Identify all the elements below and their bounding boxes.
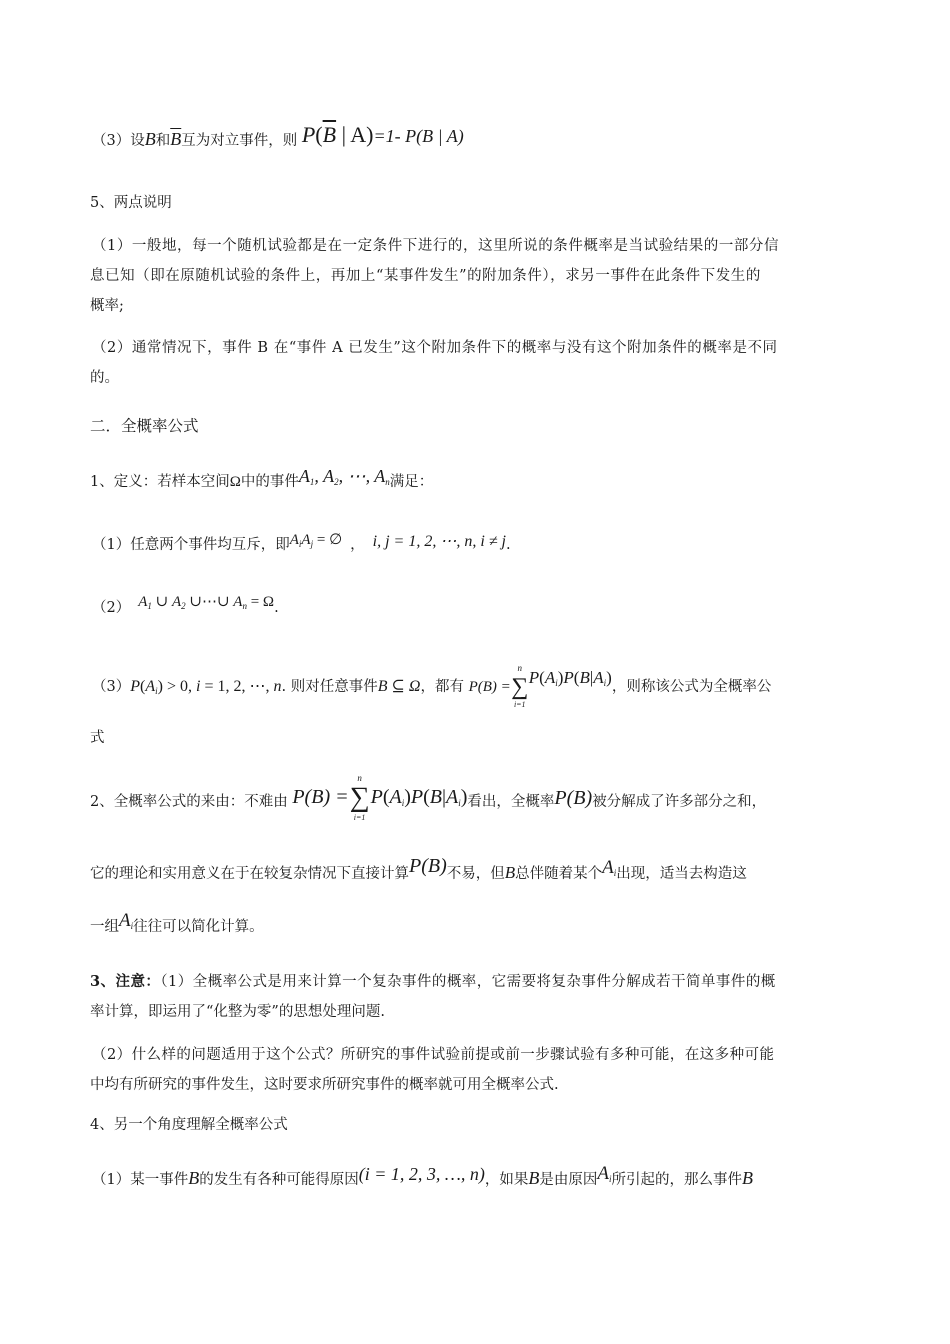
text-segment: （2） <box>92 600 131 616</box>
text-segment: （1）全概率公式是用来计算一个复杂事件的概率，它需要将复杂事件分解成若干简单事件的概 <box>160 974 776 990</box>
text-segment: 的发生有各种可能得原因 <box>199 1172 359 1188</box>
text-segment: ，如果 <box>484 1172 529 1188</box>
index-range-formula: i, j = 1, 2, ⋯, n, i ≠ j <box>372 533 506 550</box>
subscript: i <box>608 1174 612 1184</box>
text-segment: ， <box>350 537 365 553</box>
note-line <box>90 972 776 992</box>
event-b: B <box>144 129 156 149</box>
omega-symbol: Ω <box>229 474 241 490</box>
paragraph-line: 中均有所研究的事件发生，这时要求所研究事件的概率就可用全概率公式. <box>90 1077 559 1093</box>
formula-part: =1- P(B | A) <box>373 126 464 146</box>
text-segment: 互为对立事件，则 <box>181 133 298 149</box>
sum-lower-limit: i=1 <box>353 813 366 822</box>
subscript: n <box>242 601 247 611</box>
subscript: j <box>310 539 314 549</box>
subscript: 1 <box>147 601 152 611</box>
text-segment: 一组 <box>90 919 119 935</box>
union-formula: $A_1$ ∪ $A_2$ ∪⋯∪ $A_n = \Omega$ <box>138 594 275 611</box>
sum-lower-limit: i=1 <box>513 700 526 709</box>
text-segment: 中的事件 <box>240 474 299 490</box>
formula-part: A <box>602 857 614 878</box>
sigma-symbol: ∑ n i=1 <box>511 663 529 709</box>
event-b: B <box>528 1168 540 1188</box>
index-range-formula: (i = 1, 2, 3, …, n) <box>358 1164 485 1184</box>
event-ai <box>597 1163 611 1184</box>
pb-formula: P(B) <box>554 787 593 809</box>
sum-upper-limit: n <box>357 773 362 783</box>
text-segment: 看出，全概率 <box>467 794 555 810</box>
text-segment: （3） <box>92 679 131 695</box>
event-b: B <box>742 1168 753 1188</box>
paragraph-line <box>92 1163 753 1194</box>
paragraph-line: 式 <box>90 730 105 746</box>
text-segment: （1）任意两个事件均互斥，即 <box>92 537 290 553</box>
subscript: i <box>130 921 134 931</box>
subscript: i <box>603 678 607 688</box>
text-segment: ，都有 <box>420 679 464 695</box>
complement-formula: $P(\overline{B}$ | A)=1- P(B | A) <box>301 122 464 147</box>
text-segment: 被分解成了许多部分之和， <box>592 794 767 810</box>
condition-mutually-exclusive <box>92 532 511 559</box>
paragraph-line: 的。 <box>90 370 119 386</box>
subscript: i <box>298 539 302 549</box>
total-probability-formula: P(B) =∑ n i=1 $P(A_i)P(B|A_i)$ <box>292 773 468 822</box>
subscript: i <box>155 686 158 696</box>
formula-part: P(B) = <box>292 786 349 808</box>
sigma-symbol: ∑ n i=1 <box>349 773 370 822</box>
subsection-heading: 4、另一个角度理解全概率公式 <box>90 1117 288 1133</box>
positive-formula: $P(A_i) > 0$, i = 1, 2, ⋯, n <box>130 678 282 696</box>
formula-part: $\overline{B}$ <box>322 122 337 147</box>
total-probability-formula-small: P(B) =∑ n i=1 $P(A_i)P(B|A_i)$ <box>468 663 612 709</box>
event-ai <box>602 857 616 878</box>
disjoint-formula: $A_iA_j$ = ∅ <box>289 532 343 549</box>
note-label: 3、注意： <box>90 973 161 990</box>
text-segment: 它的理论和实用意义在于在较复杂情况下直接计算 <box>90 866 409 882</box>
formula-origin-line <box>90 773 767 822</box>
condition-union <box>92 594 279 622</box>
subscript: i <box>555 678 558 688</box>
paragraph-line <box>90 910 264 941</box>
text-segment: 是由原因 <box>539 1172 598 1188</box>
text-segment: 满足： <box>389 474 434 490</box>
subset-formula: B ⊆ Ω <box>377 678 421 695</box>
text-segment: 和 <box>155 133 171 149</box>
pb-formula: P(B) <box>409 855 447 877</box>
paragraph-line: 概率; <box>90 298 124 314</box>
subscript: i <box>613 868 617 878</box>
formula-part: A <box>597 1163 609 1184</box>
text-segment: 总伴随着某个 <box>515 866 603 882</box>
subscript: n <box>385 477 390 487</box>
subscript: i <box>401 798 405 808</box>
text-segment: ，则称该公式为全概率公 <box>611 679 772 695</box>
text-segment: . <box>506 537 511 553</box>
event-set: $A_1$, $A_2$, ⋯, $A_n$ <box>298 466 390 487</box>
paragraph-line: （2）什么样的问题适用于这个公式？所研究的事件试验前提或前一步骤试验有多种可能，在这多种可能 <box>92 1047 775 1063</box>
event-ai <box>119 910 133 931</box>
text-segment: . <box>274 600 279 616</box>
paragraph-line: （1）一般地，每一个随机试验都是在一定条件下进行的，这里所说的条件概率是当试验结果的一部分信 <box>92 238 780 254</box>
definition-line <box>90 466 434 496</box>
text-segment: 往往可以简化计算。 <box>133 919 264 935</box>
paragraph-line: 率计算，即运用了“化整为零”的思想处理问题. <box>90 1004 385 1020</box>
subscript: i <box>458 798 461 808</box>
subscript: 2 <box>334 477 339 487</box>
event-b: B <box>188 1168 200 1188</box>
subscript: 2 <box>181 601 186 611</box>
section-heading-total-probability: 二．全概率公式 <box>90 417 199 435</box>
text-segment: 2、全概率公式的来由：不难由 <box>90 794 288 810</box>
condition-positive-probability <box>92 663 772 709</box>
subscript: 1 <box>309 477 315 487</box>
text-segment: （3）设 <box>92 133 145 149</box>
text-segment: 出现，适当去构造这 <box>616 866 747 882</box>
sum-upper-limit: n <box>517 663 522 673</box>
text-segment: . 则对任意事件 <box>281 679 378 695</box>
event-b: B <box>504 863 516 882</box>
paragraph-line: 息已知（即在原随机试验的条件上，再加上“某事件发生”的附加条件），求另一事件在此条件下发生的 <box>90 268 761 284</box>
paragraph-line: （2）通常情况下，事件 B 在“事件 A 已发生”这个附加条件下的概率与没有这个附加条件的概率是不同 <box>92 340 778 356</box>
section-heading-two-notes: 5、两点说明 <box>90 195 172 211</box>
text-segment: 所引起的，那么事件 <box>611 1172 742 1188</box>
formula-part: P(B) = <box>468 679 511 695</box>
formula-part: P <box>301 122 316 147</box>
formula-part: A <box>119 910 131 931</box>
event-b-bar: $\overline{B}$ <box>170 129 182 149</box>
text-segment: 不易，但 <box>446 866 505 882</box>
complement-property-line <box>92 122 464 151</box>
text-segment: 1、定义：若样本空间 <box>90 474 230 490</box>
paragraph-line <box>90 855 747 888</box>
text-segment: （1）某一事件 <box>92 1172 189 1188</box>
